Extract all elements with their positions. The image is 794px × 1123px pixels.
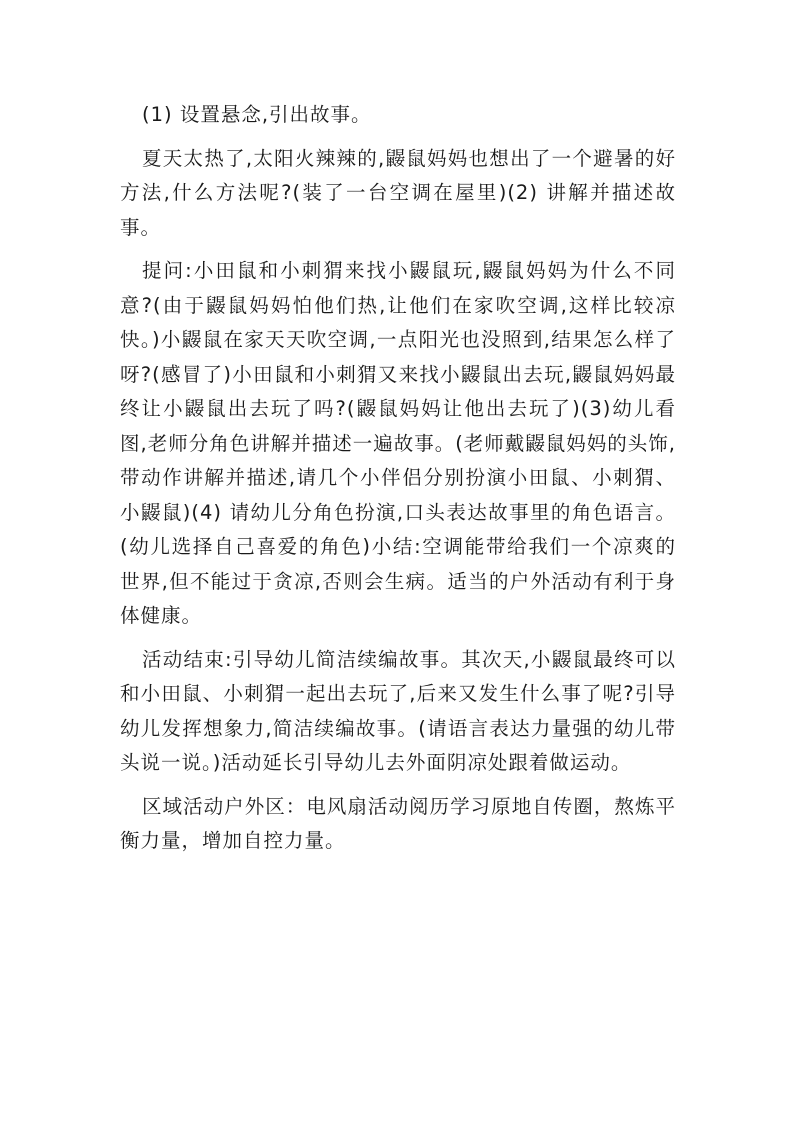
paragraph-questions: 提问:小田鼠和小刺猬来找小鼹鼠玩,鼹鼠妈妈为什么不同意?(由于鼹鼠妈妈怕他们热,让他们在家吹空调,这样比较凉快。)小鼹鼠在家天天吹空调,一点阳光也没照到,结果怎么样了呀?(感冒了)小田鼠和小刺猬又来找小鼹鼠出去玩,鼹鼠妈妈最终让小鼹鼠出去玩了吗?(鼹鼠妈妈让他出去玩了)(3)幼儿看图,老师分角色讲解并描述一遍故事。(老师戴鼹鼠妈妈的头饰,带动作讲解并描述,请几个小伴侣分别扮演小田鼠、小刺猬、小鼹鼠)(4) 请幼儿分角色扮演,口头表达故事里的角色语言。(幼儿选择自己喜爱的角色)小结:空调能带给我们一个凉爽的世界,但不能过于贪凉,否则会生病。适当的户外活动有利于身体健康。 (120, 259, 677, 627)
paragraph-intro-step: (1) 设置悬念,引出故事。 (142, 103, 372, 126)
document-body (120, 98, 676, 868)
paragraph-activity-end: 活动结束:引导幼儿简洁续编故事。其次天,小鼹鼠最终可以和小田鼠、小刺猬一起出去玩了,后来又发生什么事了呢?引导幼儿发挥想象力,简洁续编故事。(请语言表达力量强的幼儿带头说一说。)活动延长引导幼儿去外面阴凉处跟着做运动。 (120, 647, 676, 774)
paragraph-outdoor-area: 区域活动户外区：电风扇活动阅历学习原地自传圈，熬炼平衡力量，增加自控力量。 (120, 794, 676, 852)
paragraph-summer-story: 夏天太热了,太阳火辣辣的,鼹鼠妈妈也想出了一个避暑的好方法,什么方法呢?(装了一台空调在屋里)(2) 讲解并描述故事。 (120, 146, 676, 239)
